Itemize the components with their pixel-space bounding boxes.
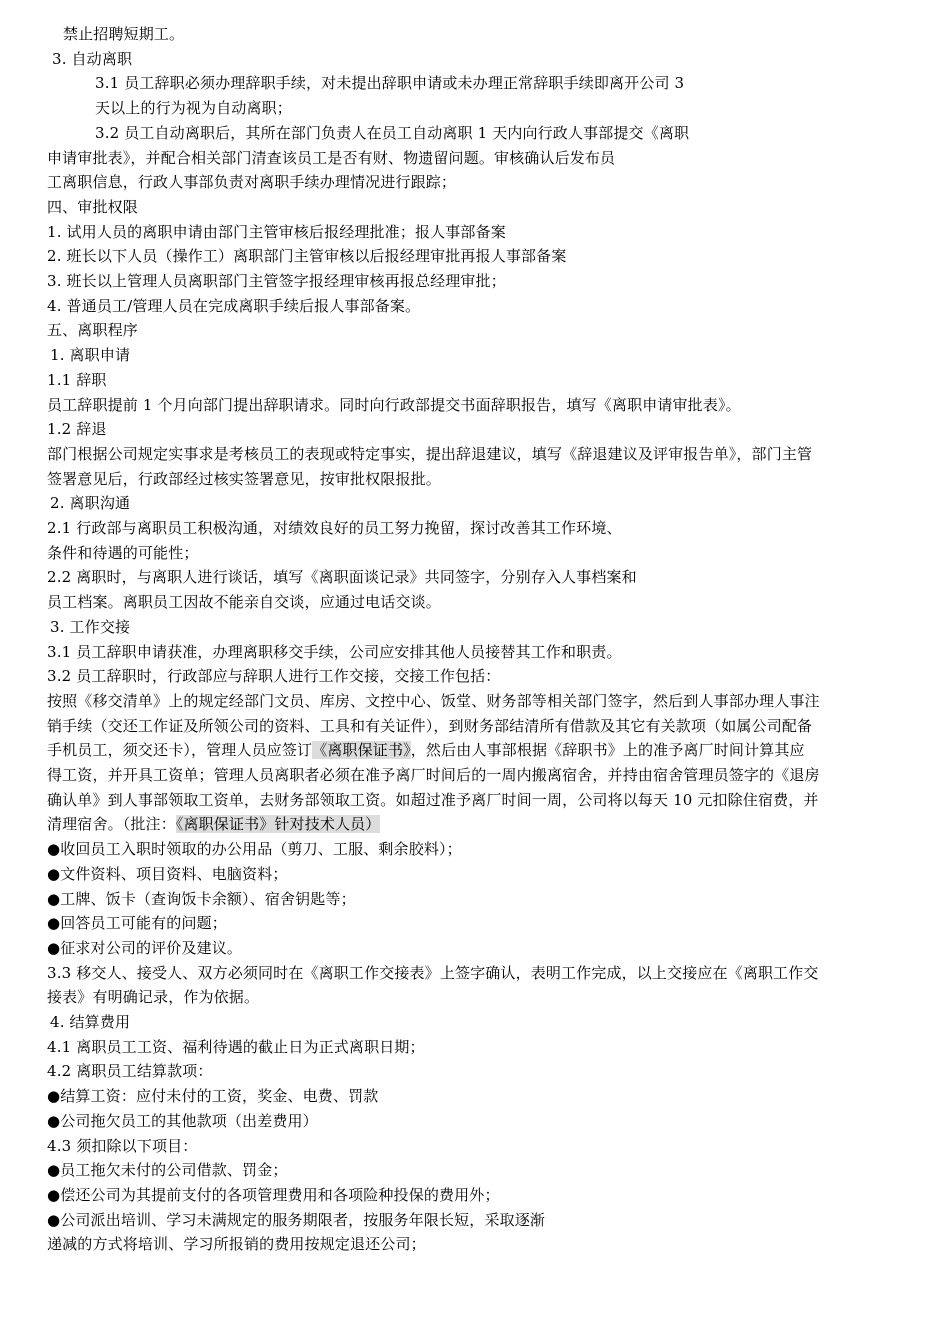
text-line: [47, 22, 923, 47]
text-segment: 部门根据公司规定实事求是考核员工的表现或特定事实，提出辞退建议，填写《辞退建议及评审报告单》，部门主管: [47, 444, 813, 463]
text-segment: ●结算工资：应付未付的工资，奖金、电费、罚款: [47, 1087, 379, 1106]
text-segment: ●公司拖欠员工的其他款项（出差费用）: [47, 1111, 318, 1130]
text-line: [47, 837, 907, 862]
text-segment: 申请审批表》，并配合相关部门清查该员工是否有财、物遗留问题。审核确认后发布员: [47, 148, 616, 167]
text-segment: 1. 试用人员的离职申请由部门主管审核后报经理批准；报人事部备案: [47, 222, 506, 241]
text-line: [47, 788, 907, 813]
text-line: [47, 1183, 907, 1208]
text-segment: 2.1 行政部与离职员工积极沟通，对绩效良好的员工努力挽留，探讨改善其工作环境、: [47, 519, 622, 537]
text-segment: 签署意见后，行政部经过核实签署意见，按审批权限报批。: [47, 469, 441, 488]
text-segment: 五、离职程序: [47, 321, 138, 340]
text-line: [47, 590, 907, 615]
text-segment: ●回答员工可能有的问题；: [47, 914, 227, 933]
text-line: [47, 640, 907, 665]
text-segment: 按照《移交清单》上的规定经部门文员、库房、文控中心、饭堂、财务部等相关部门签字，然后到人事部办理人事注: [47, 691, 820, 710]
text-segment: 递减的方式将培训、学习所报销的费用按规定退还公司；: [47, 1235, 426, 1254]
text-line: [47, 71, 950, 96]
text-segment: ●文件资料、项目资料、电脑资料；: [47, 864, 288, 883]
text-segment: 1. 离职申请: [50, 346, 131, 365]
text-line: [47, 985, 907, 1010]
text-line: [47, 146, 907, 171]
text-segment: 条件和待遇的可能性；: [47, 543, 199, 562]
text-segment: 4. 结算费用: [50, 1013, 131, 1031]
text-line: [47, 393, 907, 418]
text-segment: 3.2 员工辞职时，行政部应与辞职人进行工作交接，交接工作包括：: [47, 667, 501, 686]
text-segment: 手机员工，须交还卡），管理人员应签订: [47, 741, 313, 760]
text-line: [47, 664, 907, 689]
text-segment: 天以上的行为视为自动离职；: [95, 99, 292, 118]
text-segment: ，然后由人事部根据《辞职书》上的准予离厂时间计算其应: [410, 741, 805, 760]
highlighted-text: 《离职保证书》针对技术人员）: [175, 815, 381, 834]
text-line: [47, 1084, 907, 1109]
text-line: [47, 1208, 907, 1233]
text-line: [47, 491, 910, 516]
text-segment: 4.2 离职员工结算款项：: [47, 1062, 213, 1081]
text-line: [47, 1158, 907, 1183]
text-segment: 2. 离职沟通: [50, 494, 131, 513]
text-line: [47, 195, 907, 220]
text-line: [47, 812, 907, 837]
text-segment: ●公司派出培训、学习未满规定的服务期限者，按服务年限长短，采取逐渐: [47, 1210, 546, 1229]
text-segment: 1.2 辞退: [47, 420, 107, 439]
text-line: [47, 467, 907, 492]
text-segment: 3.2 员工自动离职后，其所在部门负责人在员工自动离职 1 天内向行政人事部提交《离职: [95, 123, 690, 142]
text-segment: 员工档案。离职员工因故不能亲自交谈，应通过电话交谈。: [47, 593, 441, 612]
text-segment: 3. 自动离职: [52, 49, 133, 68]
text-line: [47, 1134, 907, 1159]
text-line: [47, 738, 907, 763]
text-line: [47, 318, 907, 343]
text-line: [47, 96, 950, 121]
text-line: [47, 714, 907, 739]
text-line: [47, 1059, 907, 1084]
text-line: [47, 244, 907, 269]
text-segment: 清理宿舍。（批注：: [47, 815, 176, 834]
text-segment: 4.3 须扣除以下项目：: [47, 1136, 198, 1155]
text-line: [47, 862, 907, 887]
text-segment: 3.1 员工辞职申请获准，办理离职移交手续，公司应安排其他人员接替其工作和职责。: [47, 642, 622, 661]
text-line: [47, 936, 907, 961]
text-line: [47, 442, 907, 467]
text-line: [47, 1109, 907, 1134]
text-line: [47, 368, 907, 393]
text-line: [47, 170, 907, 195]
text-segment: 禁止招聘短期工。: [63, 25, 185, 43]
text-segment: 2.2 离职时，与离职人进行谈话，填写《离职面谈记录》共同签字，分别存入人事档案和: [47, 568, 637, 587]
highlighted-text: 《离职保证书》: [312, 741, 411, 760]
text-segment: 3.3 移交人、接受人、双方必须同时在《离职工作交接表》上签字确认，表明工作完成，以上交接应在《离职工作交: [47, 963, 819, 982]
text-line: [47, 689, 907, 714]
text-line: [47, 294, 907, 319]
text-segment: ●偿还公司为其提前支付的各项管理费用和各项险种投保的费用外；: [47, 1185, 500, 1204]
text-line: [47, 220, 907, 245]
text-line: [47, 343, 910, 368]
text-segment: 1.1 辞职: [47, 370, 107, 389]
text-line: [47, 911, 907, 936]
text-segment: ●工牌、饭卡（查询饭卡余额）、宿舍钥匙等；: [47, 889, 356, 908]
text-line: [47, 516, 907, 541]
text-segment: 四、审批权限: [47, 197, 138, 216]
text-segment: 员工辞职提前 1 个月向部门提出辞职请求。同时向行政部提交书面辞职报告，填写《离职申请审批表》。: [47, 395, 741, 414]
text-segment: ●征求对公司的评价及建议。: [47, 938, 243, 957]
text-segment: 确认单》到人事部领取工资单，去财务部领取工资。如超过准予离厂时间一周，公司将以每天 10 元扣除住宿费，并: [47, 790, 819, 809]
text-segment: 4.1 离职员工工资、福利待遇的截止日为正式离职日期；: [47, 1037, 425, 1056]
text-segment: 销手续（交还工作证及所领公司的资料、工具和有关证件），到财务部结清所有借款及其它有关款项（如属公司配备: [47, 716, 813, 735]
text-line: [47, 269, 907, 294]
text-line: [47, 417, 907, 442]
text-line: [47, 961, 907, 986]
text-segment: 3. 班长以上管理人员离职部门主管签字报经理审核再报总经理审批；: [47, 272, 506, 290]
text-line: [47, 1035, 907, 1060]
text-segment: 3. 工作交接: [50, 617, 131, 636]
text-segment: 接表》有明确记录，作为依据。: [47, 988, 260, 1007]
text-line: [47, 541, 907, 566]
text-line: [47, 1232, 907, 1257]
text-line: [47, 615, 910, 640]
text-segment: 3.1 员工辞职必须办理辞职手续，对未提出辞职申请或未办理正常辞职手续即离开公司 3: [95, 74, 685, 93]
text-line: [47, 1010, 910, 1035]
text-line: [47, 763, 907, 788]
text-segment: ●收回员工入职时领取的办公用品（剪刀、工服、剩余胶料）；: [47, 840, 462, 859]
text-segment: ●员工拖欠未付的公司借款、罚金；: [47, 1161, 288, 1180]
text-segment: 2. 班长以下人员（操作工）离职部门主管审核以后报经理审批再报人事部备案: [47, 247, 567, 266]
text-segment: 得工资，并开具工资单；管理人员离职者必须在准予离厂时间后的一周内搬离宿舍，并持由宿舍管理员签字的《退房: [47, 766, 820, 784]
text-line: [47, 565, 907, 590]
text-segment: 工离职信息，行政人事部负责对离职手续办理情况进行跟踪；: [47, 173, 457, 192]
text-segment: 4. 普通员工/管理人员在完成离职手续后报人事部备案。: [47, 296, 421, 315]
text-line: [47, 121, 950, 146]
text-line: [47, 887, 907, 912]
text-line: [47, 47, 912, 72]
